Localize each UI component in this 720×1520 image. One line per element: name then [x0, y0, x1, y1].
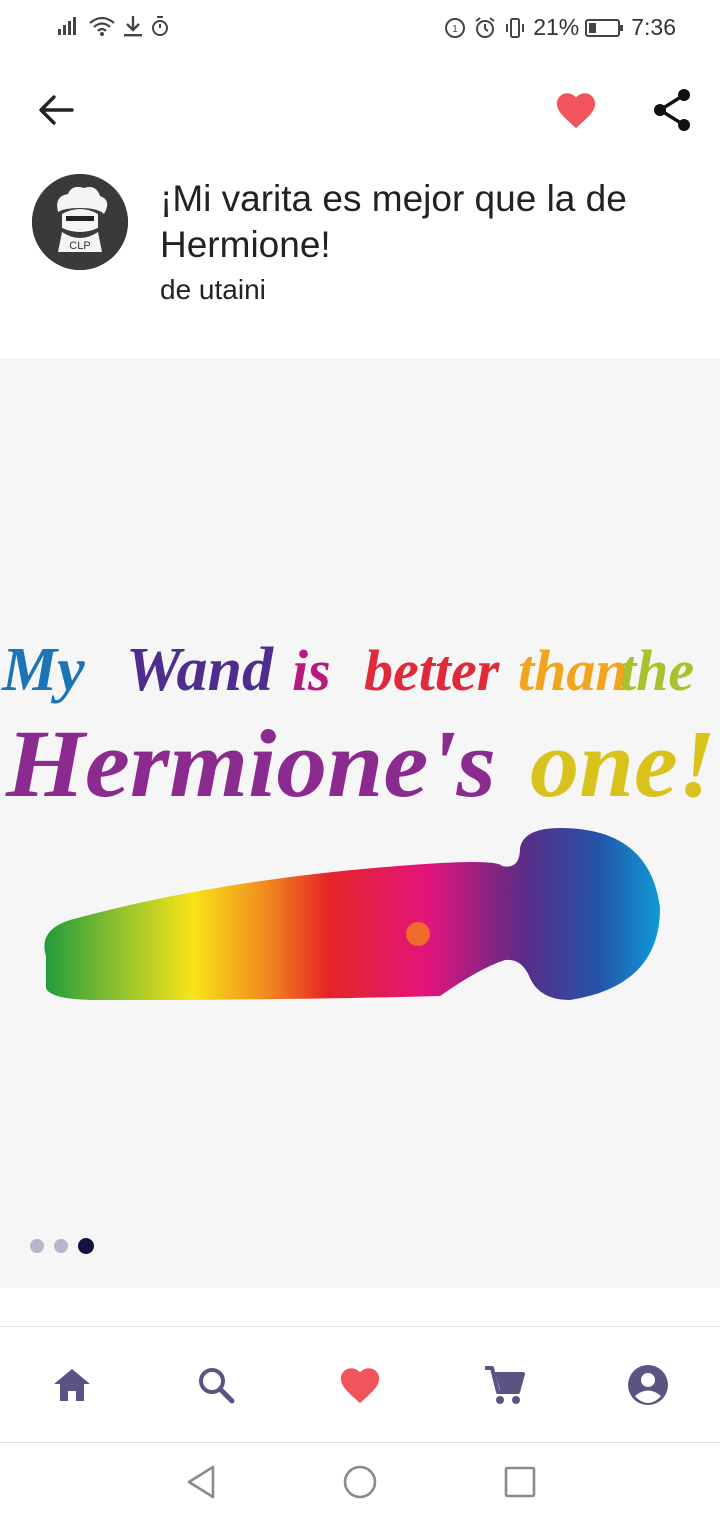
product-header: [0, 160, 720, 340]
svg-text:1: 1: [452, 23, 458, 35]
nav-account[interactable]: [620, 1357, 676, 1413]
nav-search[interactable]: [188, 1357, 244, 1413]
art-word-the: the: [620, 638, 695, 703]
gallery-pagination: [30, 1238, 94, 1254]
favorite-button[interactable]: [548, 86, 604, 134]
status-left: [56, 14, 170, 38]
alarm-icon: [473, 16, 497, 40]
share-icon: [651, 87, 693, 133]
battery-icon: [585, 17, 625, 39]
signal-icon: [56, 15, 82, 37]
product-title: ¡Mi varita es mejor que la de Hermione!: [160, 178, 627, 265]
system-home-button[interactable]: [337, 1459, 383, 1505]
vibrate-icon: [503, 16, 527, 40]
heart-icon: [338, 1365, 382, 1405]
art-word-hermiones: Hermione's: [4, 710, 497, 817]
art-word-wand: Wand: [126, 636, 274, 704]
art-word-is: is: [292, 638, 331, 703]
system-nav: [0, 1442, 720, 1520]
art-wand: [44, 828, 660, 1000]
home-circle-icon: [342, 1464, 378, 1500]
system-back-button[interactable]: [178, 1459, 224, 1505]
nav-favorites[interactable]: [332, 1357, 388, 1413]
back-triangle-icon: [185, 1464, 217, 1500]
cart-icon: [483, 1364, 525, 1406]
product-artwork: [0, 608, 720, 1028]
gallery-dot-2[interactable]: [54, 1239, 68, 1253]
recents-square-icon: [503, 1465, 537, 1499]
download-icon: [122, 14, 144, 38]
home-icon: [52, 1367, 92, 1403]
art-word-better: better: [364, 638, 500, 703]
avatar[interactable]: [32, 174, 128, 270]
status-right: [443, 14, 676, 41]
avatar-image: [32, 174, 128, 270]
nav-home[interactable]: [44, 1357, 100, 1413]
art-wand-button: [406, 922, 430, 946]
art-word-my: My: [2, 636, 85, 704]
gallery-dot-1[interactable]: [30, 1239, 44, 1253]
product-author[interactable]: de utaini: [160, 274, 266, 305]
wifi-icon: [88, 15, 116, 37]
data-saver-icon: [443, 16, 467, 40]
back-button[interactable]: [30, 88, 82, 132]
art-word-than: than: [518, 638, 628, 703]
share-button[interactable]: [644, 84, 700, 136]
timer-icon: [150, 15, 170, 37]
system-recents-button[interactable]: [497, 1459, 543, 1505]
product-gallery[interactable]: [0, 358, 720, 1288]
account-icon: [626, 1363, 670, 1407]
clock: 7:36: [631, 14, 676, 40]
status-bar: [0, 0, 720, 56]
heart-icon: [554, 90, 598, 130]
battery-percent: 21%: [533, 14, 580, 40]
arrow-left-icon: [36, 92, 76, 128]
gallery-dot-3[interactable]: [78, 1238, 94, 1254]
app-bar: [0, 70, 720, 150]
nav-cart[interactable]: [476, 1357, 532, 1413]
search-icon: [196, 1365, 236, 1405]
bottom-nav: [0, 1326, 720, 1442]
art-word-one: one!: [530, 710, 716, 817]
avatar-initials: CLP: [69, 240, 91, 252]
